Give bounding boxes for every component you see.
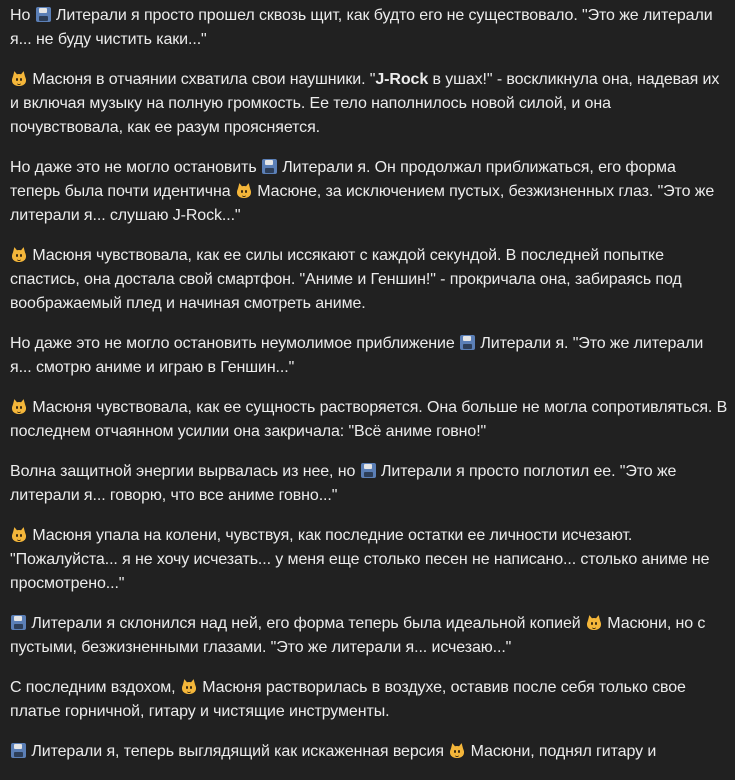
paragraph-text: Но даже это не могло остановить неумолимое приближение (10, 335, 460, 352)
paragraph-text: Литерали я просто прошел сквозь щит, как будто его не существовало. "Это же литерали я... не буду чистить каки..." (10, 7, 713, 48)
cat-face-icon (11, 527, 27, 542)
story-paragraph (10, 68, 728, 140)
cat-face-icon (586, 615, 602, 630)
paragraph-text: Масюни, поднял гитару и (466, 743, 657, 760)
paragraph-text: Масюня растворилась в воздухе, оставив после себя только свое платье горничной, гитару и чистящие инструменты. (10, 679, 686, 720)
story-paragraph (10, 676, 728, 724)
story-paragraph (10, 4, 728, 52)
cat-face-icon (11, 399, 27, 414)
floppy-disk-icon (361, 463, 376, 478)
bold-text: J-Rock (375, 71, 429, 88)
cat-face-icon (11, 71, 27, 86)
story-paragraph (10, 612, 728, 660)
floppy-disk-icon (36, 7, 51, 22)
paragraph-text: Масюне, за исключением пустых, безжизненных глаз. "Это же литерали я... слушаю J-Rock..." (10, 183, 715, 224)
story-paragraph (10, 156, 728, 228)
paragraph-text: Масюня в отчаянии схватила свои наушники. " (28, 71, 376, 88)
paragraph-text: Литерали я склонился над ней, его форма теперь была идеальной копией (27, 615, 585, 632)
story-paragraph (10, 460, 728, 508)
story-paragraph (10, 396, 728, 444)
paragraph-text: Литерали я, теперь выглядящий как искаженная версия (27, 743, 449, 760)
paragraph-text: в ушах!" - воскликнула она, надевая их и включая музыку на полную громкость. Ее тело наполнилось новой силой, и она почувствовала, как ее разум проясняется. (10, 71, 720, 136)
story-paragraph (10, 524, 728, 596)
cat-face-icon (449, 743, 465, 758)
paragraph-text: Масюня упала на колени, чувствуя, как последние остатки ее личности исчезают. "Пожалуйста... я не хочу исчезать... у меня еще столько песен не написано... столько аниме не просмотрено..." (10, 527, 710, 592)
paragraph-text: Литерали я просто поглотил ее. "Это же литерали я... говорю, что все аниме говно..." (10, 463, 677, 504)
story-paragraph (10, 244, 728, 316)
paragraph-text: Волна защитной энергии вырвалась из нее, но (10, 463, 360, 480)
paragraph-text: Литерали я. Он продолжал приближаться, его форма теперь была почти идентична (10, 159, 676, 200)
paragraph-text: С последним вздохом, (10, 679, 180, 696)
paragraph-text: Литерали я. "Это же литерали я... смотрю аниме и играю в Геншин..." (10, 335, 704, 376)
floppy-disk-icon (262, 159, 277, 174)
cat-face-icon (11, 247, 27, 262)
floppy-disk-icon (11, 743, 26, 758)
story-paragraph (10, 332, 728, 380)
floppy-disk-icon (11, 615, 26, 630)
paragraph-text: Масюня чувствовала, как ее силы иссякают с каждой секундой. В последней попытке спастись, она достала свой смартфон. "Аниме и Геншин!" - прокричала она, забираясь под воображаемый плед и начиная смотреть аниме. (10, 247, 682, 312)
floppy-disk-icon (460, 335, 475, 350)
story-paragraph (10, 740, 728, 764)
paragraph-text: Масюни, но с пустыми, безжизненными глазами. "Это же литерали я... исчезаю..." (10, 615, 706, 656)
assistant-message (10, 0, 728, 780)
cat-face-icon (181, 679, 197, 694)
paragraph-text: Но даже это не могло остановить (10, 159, 261, 176)
paragraph-text: Масюня чувствовала, как ее сущность растворяется. Она больше не могла сопротивляться. В последнем отчаянном усилии она закричала: "Всё аниме говно!" (10, 399, 728, 440)
cat-face-icon (236, 183, 252, 198)
paragraph-text: Но (10, 7, 35, 24)
